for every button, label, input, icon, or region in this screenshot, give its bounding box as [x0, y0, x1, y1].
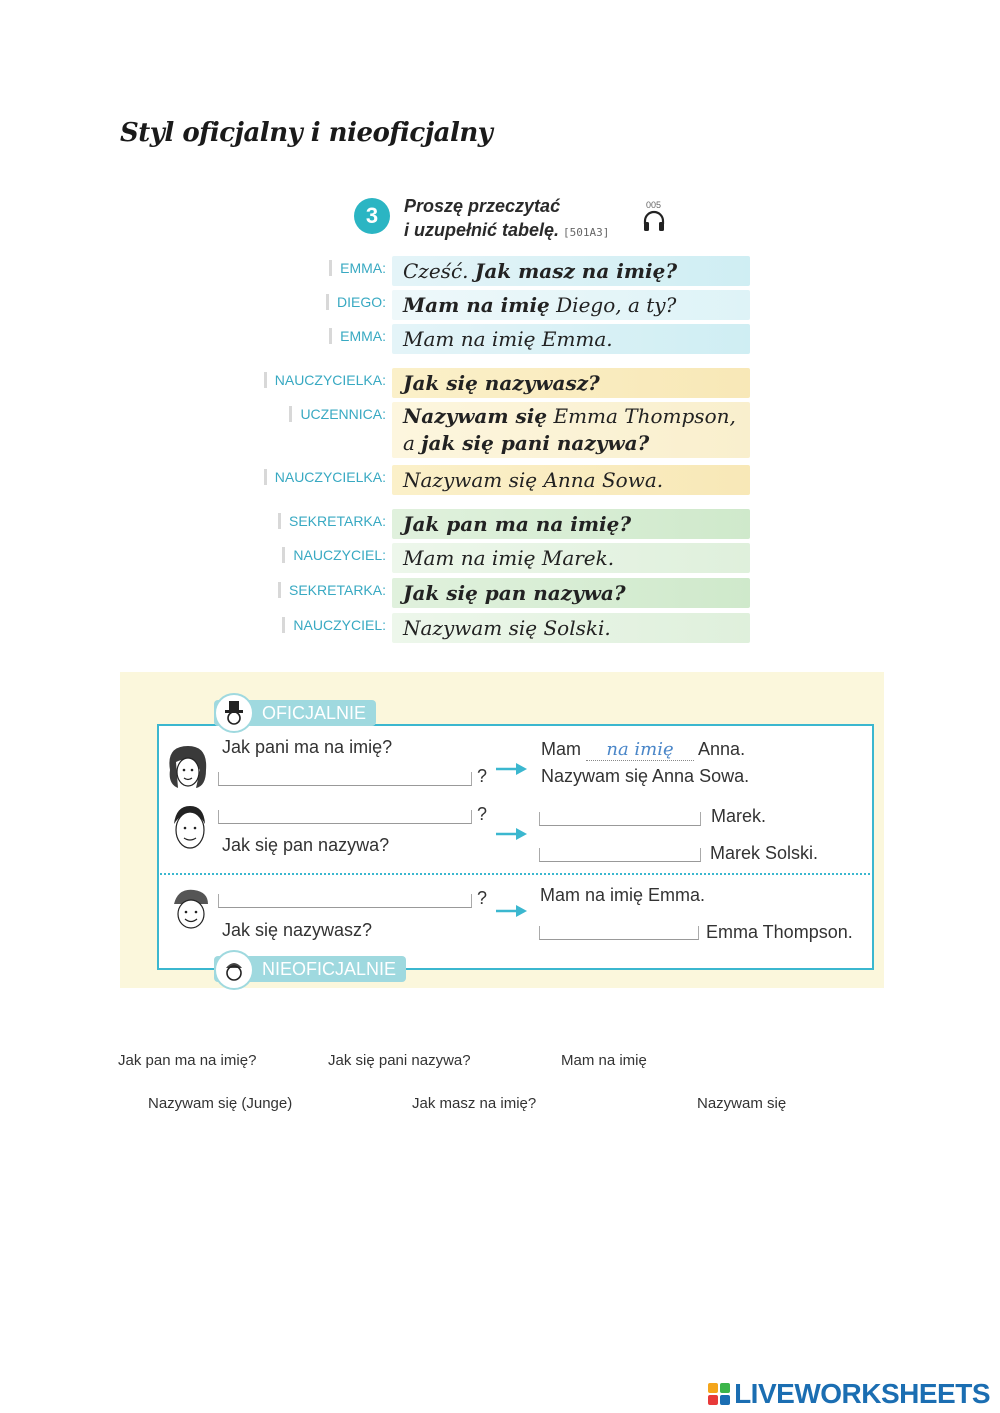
word-bank-item[interactable]: Nazywam się: [697, 1095, 787, 1112]
dialogue-row: [250, 324, 750, 354]
dialogue-line: Jak się nazywasz?: [392, 368, 750, 398]
dialogue-row: [250, 578, 750, 608]
dialogue-row: [250, 465, 750, 495]
row1-answer-2: Nazywam się Anna Sowa.: [541, 766, 750, 786]
row2-answer-1: Marek.: [711, 806, 767, 826]
speaker-label: SEKRETARKA:: [278, 582, 386, 598]
speaker-label: NAUCZYCIELKA:: [264, 469, 386, 485]
speaker-label: NAUCZYCIEL:: [282, 617, 386, 633]
speaker-label: EMMA:: [329, 328, 386, 344]
logo-text: LIVEWORKSHEETS: [734, 1378, 990, 1409]
cap-face-icon: [214, 950, 254, 990]
dialogue-line: Nazywam się Solski.: [392, 613, 750, 643]
dialogue-row: [250, 368, 750, 398]
dialogue-row: [250, 256, 750, 286]
boy-face-icon: [166, 884, 216, 940]
row3-blank[interactable]: [218, 894, 472, 908]
row2-question: Jak się pan nazywa?: [222, 835, 390, 855]
right-arrow-icon: [494, 762, 528, 776]
dialogue-line: Mam na imię Marek.: [392, 543, 750, 573]
label-oficjalnie-text: OFICJALNIE: [214, 700, 376, 726]
word-bank-item[interactable]: Nazywam się (Junge): [148, 1095, 293, 1112]
liveworksheets-logo[interactable]: [708, 1378, 990, 1410]
dialogue-line: Jak pan ma na imię?: [392, 509, 750, 539]
right-arrow-icon: [494, 827, 528, 841]
dialogue-line: [392, 256, 750, 286]
row3-question: Jak się nazywasz?: [222, 920, 373, 940]
dialogue-row: [250, 402, 750, 460]
speaker-label: EMMA:: [329, 260, 386, 276]
line-text: Cześć.: [403, 259, 475, 283]
row3-answer-1: Mam na imię Emma.: [540, 885, 706, 905]
top-hat-icon: [214, 693, 254, 733]
dialogue-row: [250, 290, 750, 320]
line-text-bold: Mam na imię: [403, 293, 550, 317]
row1-answer-1-post: Anna.: [698, 739, 746, 759]
word-bank-item[interactable]: Jak pan ma na imię?: [118, 1052, 257, 1069]
man-face-icon: [164, 800, 214, 856]
dialogue-line: Mam na imię Emma.: [392, 324, 750, 354]
dialogue-row: [250, 613, 750, 643]
exercise-code: [501A3]: [563, 226, 610, 239]
line-text: Diego, a ty?: [549, 293, 677, 317]
speaker-label: NAUCZYCIELKA:: [264, 372, 386, 388]
exercise-number-badge: 3: [354, 198, 390, 234]
instruction-line-2-wrap: [404, 218, 664, 245]
row3-answer-2: Emma Thompson.: [706, 922, 853, 942]
dialogue-line: [392, 290, 750, 320]
dialogue-line: [392, 402, 750, 458]
line-text: Emma Thompson,: [547, 404, 736, 428]
row3-qmark: ?: [477, 888, 488, 908]
row1-filled-answer[interactable]: na imię: [586, 739, 694, 761]
dialogue-row: [250, 509, 750, 539]
label-nieoficjalnie-text: NIEOFICJALNIE: [214, 956, 406, 982]
row1-answer-1-pre: Mam: [541, 739, 581, 759]
row1-question: Jak pani ma na imię?: [222, 737, 393, 757]
speaker-label: DIEGO:: [326, 294, 386, 310]
line-text-bold: Jak masz na imię?: [474, 259, 678, 283]
dialogue-line: Nazywam się Anna Sowa.: [392, 465, 750, 495]
row1-answer-1: [541, 739, 745, 761]
headphones-icon[interactable]: [642, 210, 666, 232]
row2-answer-2-blank[interactable]: [539, 848, 701, 862]
line-text-bold: jak się pani nazywa?: [421, 431, 650, 455]
dialogue-row: [250, 543, 750, 573]
speaker-label: NAUCZYCIEL:: [282, 547, 386, 563]
track-number: 005: [646, 200, 662, 210]
line-part-1: [403, 403, 750, 430]
row2-qmark: ?: [477, 804, 488, 824]
row1-blank[interactable]: [218, 772, 472, 786]
instruction-line-1: Proszę przeczytać: [404, 196, 561, 216]
row2-answer-2: Marek Solski.: [710, 843, 819, 863]
speaker-label: UCZENNICA:: [289, 406, 386, 422]
word-bank-item[interactable]: Jak się pani nazywa?: [328, 1052, 471, 1069]
instruction-line-2: i uzupełnić tabelę.: [404, 220, 560, 240]
word-bank-item[interactable]: Jak masz na imię?: [412, 1095, 537, 1112]
line-text: a: [403, 431, 422, 455]
line-text-bold: Nazywam się: [403, 404, 548, 428]
page-title: Styl oficjalny i nieoficjalny: [120, 118, 493, 148]
row3-answer-2-blank[interactable]: [539, 926, 699, 940]
line-part-2: [403, 430, 750, 457]
woman-face-icon: [162, 740, 212, 796]
word-bank-item[interactable]: Mam na imię: [561, 1052, 647, 1069]
dialogue-line: Jak się pan nazywa?: [392, 578, 750, 608]
speaker-label: SEKRETARKA:: [278, 513, 386, 529]
logo-grid-icon: [708, 1383, 730, 1405]
row2-blank[interactable]: [218, 810, 472, 824]
row1-qmark: ?: [477, 766, 488, 786]
row2-answer-1-blank[interactable]: [539, 812, 701, 826]
exercise-instruction: [404, 194, 664, 245]
right-arrow-icon: [494, 904, 528, 918]
table-divider: [157, 873, 874, 875]
